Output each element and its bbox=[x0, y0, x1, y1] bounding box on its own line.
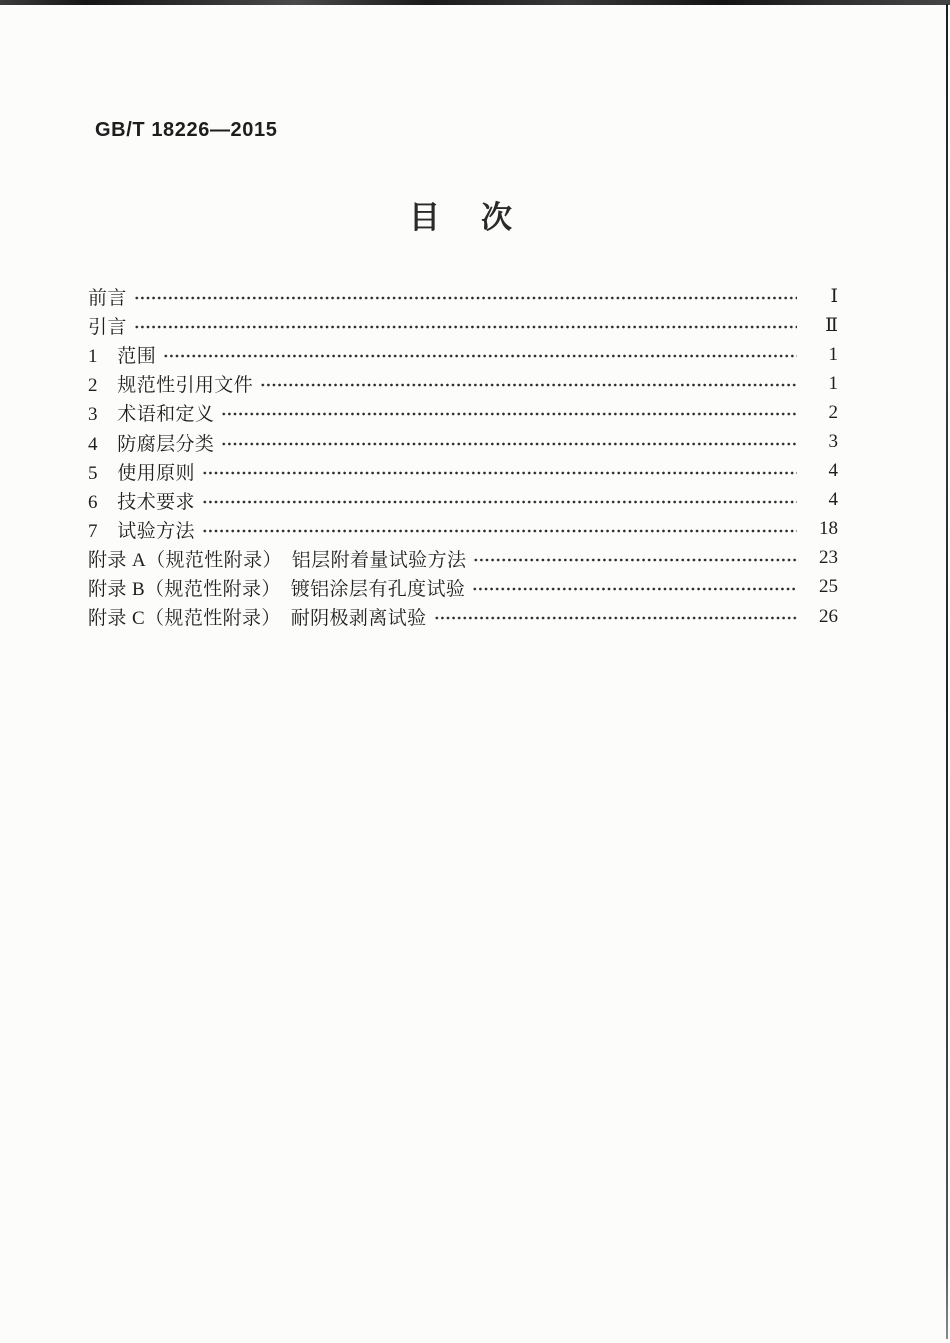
toc-entry bbox=[88, 340, 838, 369]
toc-entry bbox=[88, 573, 838, 602]
dotted-leader bbox=[202, 528, 797, 534]
toc-page-number: Ⅱ bbox=[825, 315, 838, 337]
toc-page-number: Ⅰ bbox=[830, 286, 838, 308]
dotted-leader bbox=[202, 499, 797, 505]
toc-entry bbox=[88, 457, 838, 486]
toc-page-number: 1 bbox=[828, 372, 838, 394]
scan-top-edge bbox=[0, 0, 950, 5]
toc-entry-label: 附录 B（规范性附录） 镀铝涂层有孔度试验 bbox=[88, 578, 466, 600]
toc-entry bbox=[88, 602, 838, 631]
toc-entry bbox=[88, 398, 838, 427]
dotted-leader bbox=[134, 295, 797, 301]
dotted-leader bbox=[202, 470, 797, 476]
toc-entry-label: 4 防腐层分类 bbox=[88, 433, 215, 455]
page-title: 目 次 bbox=[409, 200, 517, 235]
toc-entry-label: 引言 bbox=[88, 317, 127, 339]
toc-entry-label: 附录 A（规范性附录） 铝层附着量试验方法 bbox=[88, 549, 467, 571]
dotted-leader bbox=[221, 411, 797, 417]
toc-page-number: 26 bbox=[819, 605, 838, 627]
toc-page-number: 4 bbox=[828, 460, 838, 482]
dotted-leader bbox=[434, 615, 797, 621]
dotted-leader bbox=[134, 324, 797, 330]
dotted-leader bbox=[472, 586, 797, 592]
dotted-leader bbox=[221, 441, 797, 447]
toc-entry-label: 5 使用原则 bbox=[88, 462, 195, 484]
toc-entry bbox=[88, 369, 838, 398]
toc-entry bbox=[88, 544, 838, 573]
dotted-leader bbox=[260, 382, 797, 388]
toc-entry bbox=[88, 282, 838, 311]
dotted-leader bbox=[473, 557, 797, 563]
standard-number: GB/T 18226—2015 bbox=[95, 119, 278, 141]
toc-page-number: 4 bbox=[828, 489, 838, 511]
toc-page-number: 18 bbox=[819, 518, 838, 540]
toc-entry-label: 附录 C（规范性附录） 耐阴极剥离试验 bbox=[88, 608, 427, 630]
toc-page-number: 25 bbox=[819, 576, 838, 598]
toc-entry-label: 3 术语和定义 bbox=[88, 404, 215, 426]
toc-entry-label: 前言 bbox=[88, 288, 127, 310]
toc-entry-label: 6 技术要求 bbox=[88, 491, 195, 513]
toc-entry-label: 2 规范性引用文件 bbox=[88, 375, 254, 397]
dotted-leader bbox=[163, 353, 797, 359]
scan-right-edge bbox=[946, 4, 948, 1339]
toc-entry bbox=[88, 427, 838, 456]
toc-entry bbox=[88, 515, 838, 544]
toc-page-number: 1 bbox=[828, 343, 838, 365]
toc-entry bbox=[88, 486, 838, 515]
toc-entry-label: 7 试验方法 bbox=[88, 520, 195, 542]
toc-page-number: 23 bbox=[819, 547, 838, 569]
table-of-contents bbox=[88, 282, 838, 631]
toc-page-number: 3 bbox=[828, 431, 838, 453]
toc-entry-label: 1 范围 bbox=[88, 346, 157, 368]
toc-page-number: 2 bbox=[828, 401, 838, 423]
toc-entry bbox=[88, 311, 838, 340]
